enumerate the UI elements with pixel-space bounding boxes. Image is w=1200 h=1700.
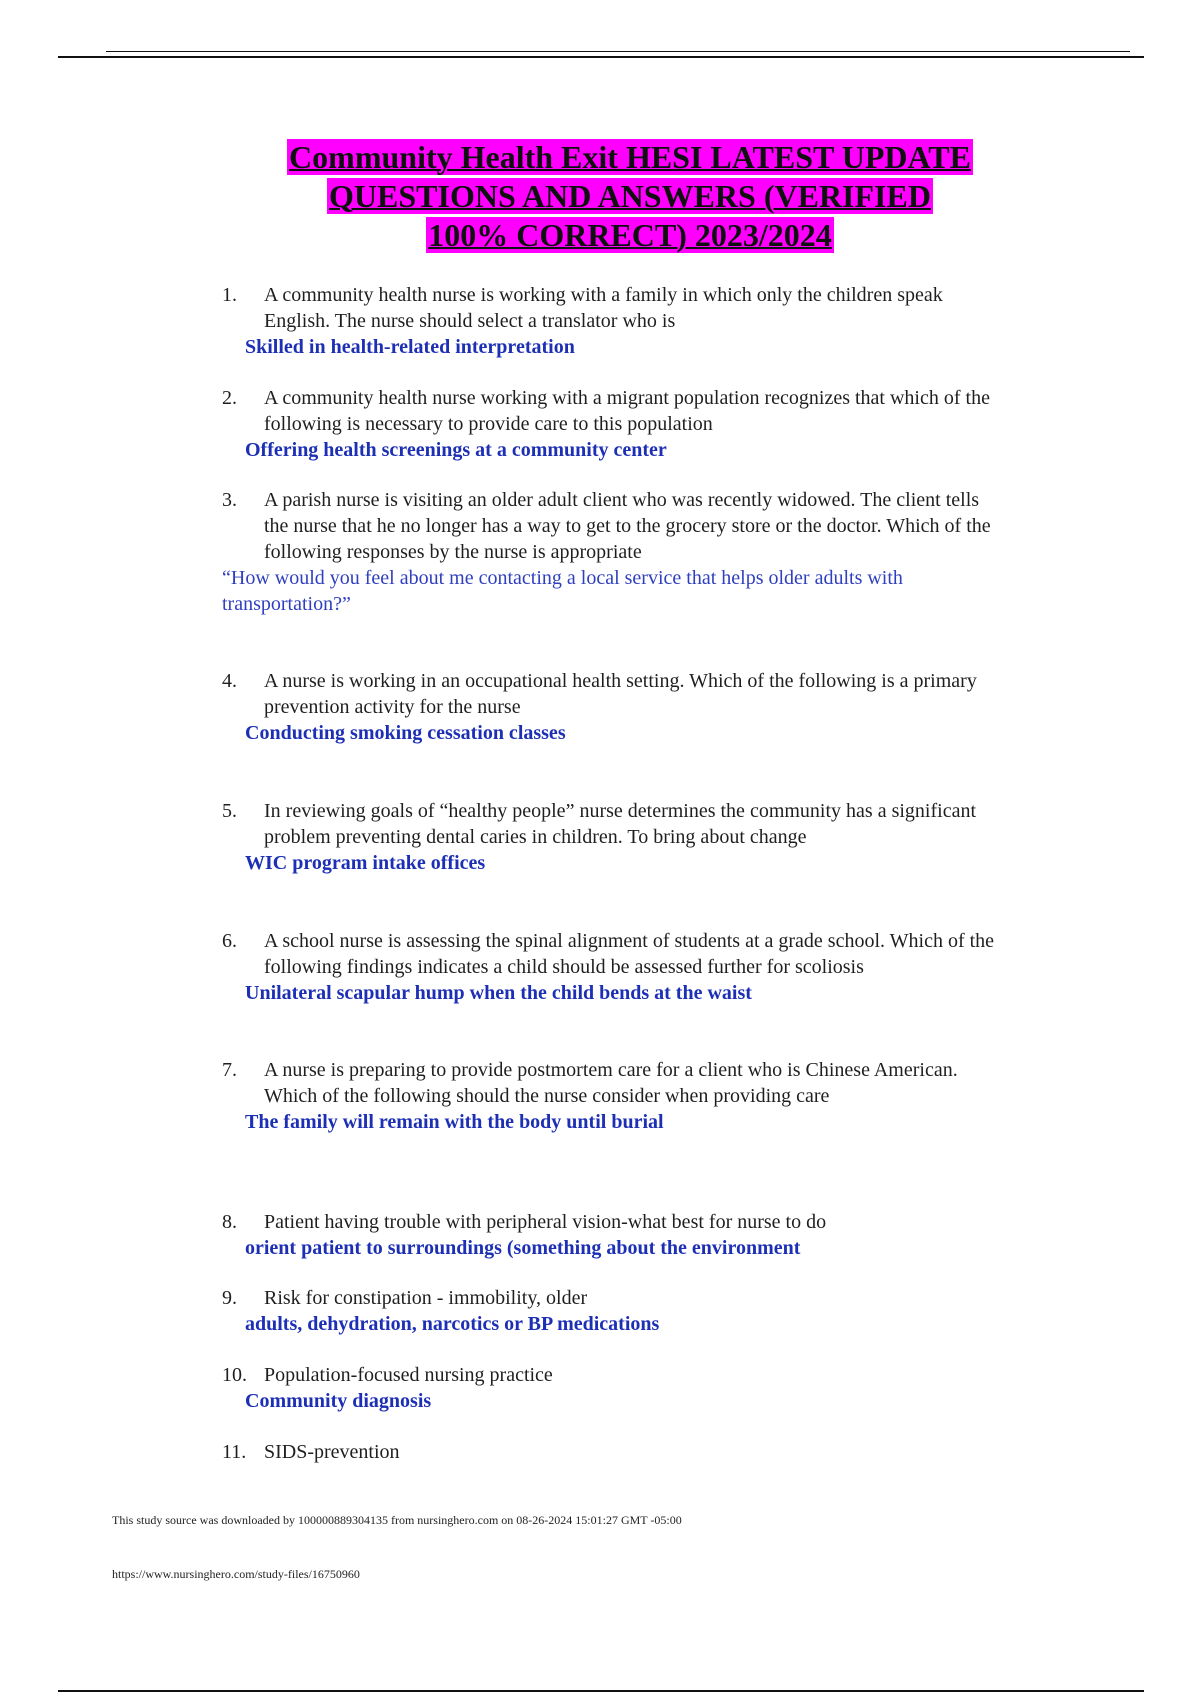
question-number: 1. xyxy=(222,284,237,306)
top-rule-inner xyxy=(106,51,1130,52)
answer-text: WIC program intake offices xyxy=(245,852,486,874)
qa-item-9 xyxy=(222,1285,1022,1337)
question-text: A nurse is working in an occupational health setting. Which of the following is a primary prevention activity for the nurse xyxy=(264,670,977,718)
qa-item-11 xyxy=(222,1439,1022,1465)
title-line-2: QUESTIONS AND ANSWERS (VERIFIED xyxy=(329,178,931,214)
question-number: 2. xyxy=(222,387,237,409)
question-number: 11. xyxy=(222,1441,247,1463)
question-number: 7. xyxy=(222,1059,237,1081)
top-rule-outer xyxy=(58,56,1144,58)
qa-item-4 xyxy=(222,668,1022,746)
question-number: 3. xyxy=(222,489,237,511)
download-source-note: This study source was downloaded by 100000889304135 from nursinghero.com on 08-26-2024 15:01:27 GMT -05:00 xyxy=(112,1513,682,1527)
question-text: A community health nurse is working with a family in which only the children speak English. The nurse should select a translator who is xyxy=(264,284,943,332)
question-text: In reviewing goals of “healthy people” nurse determines the community has a significant problem preventing dental caries in children. To bring about change xyxy=(264,800,977,848)
qa-item-5 xyxy=(222,798,1022,876)
question-number: 5. xyxy=(222,800,237,822)
title-line-3: 100% CORRECT) 2023/2024 xyxy=(428,217,832,253)
question-text: Risk for constipation - immobility, older xyxy=(264,1287,588,1309)
question-number: 10. xyxy=(222,1364,247,1386)
question-text: A nurse is preparing to provide postmortem care for a client who is Chinese American. Which of the following should the nurse consider when providing care xyxy=(264,1059,958,1107)
document-title xyxy=(150,138,1110,255)
question-text: A community health nurse working with a migrant population recognizes that which of the following is necessary to provide care to this population xyxy=(264,387,990,435)
answer-text: Skilled in health-related interpretation xyxy=(245,336,575,358)
answer-text: orient patient to surroundings (something about the environment xyxy=(245,1237,801,1259)
qa-item-6 xyxy=(222,928,1022,1006)
source-url: https://www.nursinghero.com/study-files/16750960 xyxy=(112,1567,360,1581)
answer-text: Conducting smoking cessation classes xyxy=(245,722,566,744)
answer-text: Offering health screenings at a community center xyxy=(245,439,667,461)
question-number: 9. xyxy=(222,1287,237,1309)
question-text: Population-focused nursing practice xyxy=(264,1364,553,1386)
qa-item-10 xyxy=(222,1362,1022,1414)
question-number: 6. xyxy=(222,930,237,952)
question-text: A school nurse is assessing the spinal alignment of students at a grade school. Which of the following findings indicates a child should be assessed further for scoliosis xyxy=(264,930,995,978)
qa-item-8 xyxy=(222,1209,1022,1261)
qa-item-3 xyxy=(222,487,1022,617)
bottom-rule xyxy=(58,1690,1144,1692)
question-text: A parish nurse is visiting an older adult client who was recently widowed. The client tells the nurse that he no longer has a way to get to the grocery store or the doctor. Which of the following responses by the nurse is appropriate xyxy=(264,489,991,563)
answer-text: Community diagnosis xyxy=(245,1390,432,1412)
title-line-1: Community Health Exit HESI LATEST UPDATE xyxy=(289,139,971,175)
question-number: 8. xyxy=(222,1211,237,1233)
answer-text: Unilateral scapular hump when the child bends at the waist xyxy=(245,982,752,1004)
qa-item-2 xyxy=(222,385,1022,463)
qa-item-7 xyxy=(222,1057,1022,1135)
answer-text: “How would you feel about me contacting a local service that helps older adults with transportation?” xyxy=(222,567,903,615)
question-text: SIDS-prevention xyxy=(264,1441,400,1463)
qa-item-1 xyxy=(222,282,1022,360)
question-number: 4. xyxy=(222,670,237,692)
answer-text: adults, dehydration, narcotics or BP medications xyxy=(245,1313,660,1335)
question-text: Patient having trouble with peripheral vision-what best for nurse to do xyxy=(264,1211,827,1233)
answer-text: The family will remain with the body until burial xyxy=(245,1111,664,1133)
